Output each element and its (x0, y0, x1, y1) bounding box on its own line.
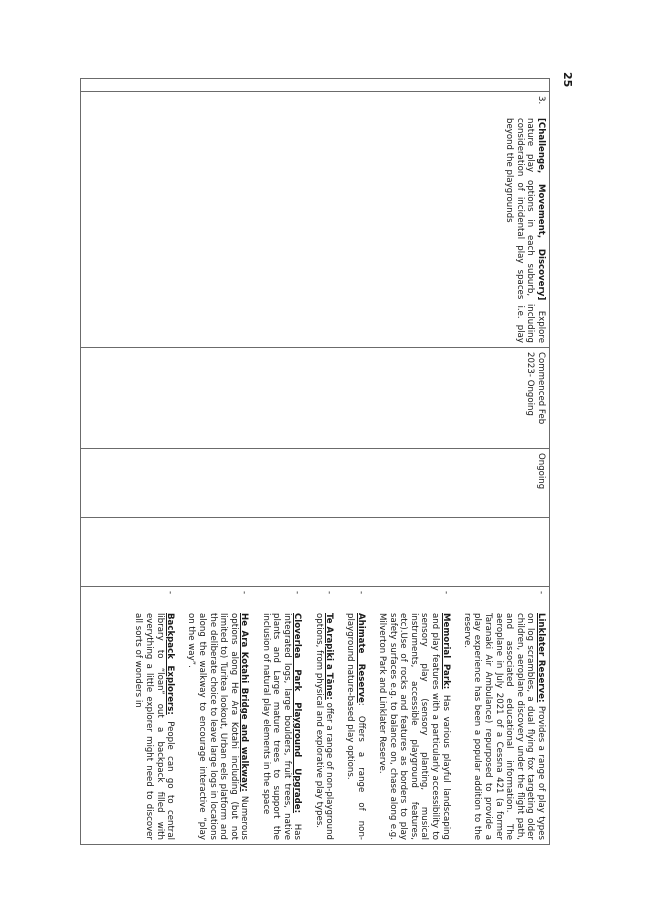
timing-text: Commenced Feb 2023- Ongoing (525, 352, 546, 425)
table-row (81, 79, 550, 845)
bullet: - (440, 591, 451, 595)
bullet: - (292, 591, 303, 595)
item-title: Ahimate Reserve (355, 613, 366, 703)
bullet: - (165, 591, 176, 595)
item-text: Numerous options along He Ara Kotahi including (but not limited to) Turitea lookout, Urban eels platform and the deliberate choice to leave large logs in locations along the walkway to encourage interactive “play on the way”. (186, 613, 250, 840)
action-description (504, 118, 546, 343)
list-item (133, 591, 175, 840)
item-title: Cloverlea Park Playground Upgrade: (292, 613, 303, 814)
row-number: 3. (536, 96, 546, 105)
item-text: Has integrated logs, large boulders, fruit trees, native plants and Large mature trees to support the inclusion of natural play elements in the space (260, 613, 303, 840)
item-title: Te Arapiki a Tāne: (324, 613, 335, 700)
item-title: Linklater Reserve: (536, 613, 546, 703)
page-number: 25 (561, 72, 574, 88)
item-text: offer a range of non-playground options, from physical and explorative play types. (313, 613, 335, 840)
list-item (377, 591, 451, 840)
list-item (186, 591, 250, 840)
item-text: People can go to central library to “loan” out a backpack filled with everything a little explorer might need to discover all sorts of wonders in (133, 613, 176, 840)
action-text: Explore nature play options in each suburb, including consideration of incidental play spaces i.e. play beyond the playgrounds (504, 118, 546, 343)
action-tag: [Challenge, Movement, Discovery] (536, 118, 546, 301)
item-title: Memorial Park: (440, 613, 451, 690)
item-text: : Offers a range of non-playground nature-based play options. (345, 613, 366, 840)
bullet: - (536, 591, 546, 595)
bullet: - (355, 591, 366, 595)
list-item (345, 591, 366, 840)
action-plan-table (80, 78, 550, 845)
list-item (461, 591, 546, 840)
list-item (313, 591, 334, 840)
item-text: Provides a range of play types on log scrambles, a dual flying fox targeting older children, aeroplane discovery under the flight path, and associated educational information. The aeroplane in July 2021 of a Cessna 421 (a former Taranaki Air Ambulance) repurposed to provide a play experience has been a popular addition to the reserve. (461, 613, 546, 840)
item-text: Has various playful landscaping and play features with a particularly accessibility to sensory play (sensory planting, musical instruments, accessible playground features, etc).Use of rocks and features as borders to play safety surfaces e.g. to balance on, chase along e.g. Milverton Park and Linklater Reserve. (377, 613, 451, 840)
item-title: Backpack Explorers: (165, 613, 176, 715)
progress-cell (81, 587, 550, 845)
bullet: - (324, 591, 335, 595)
status-cell (81, 449, 550, 518)
rotated-table-container (80, 78, 550, 845)
status-text: Ongoing (536, 453, 546, 490)
timing-cell (81, 348, 550, 449)
action-cell (81, 92, 550, 348)
list-item (260, 591, 302, 840)
item-title: He Ara Kotahi Bridge and walkway: (239, 613, 250, 792)
bullet: - (239, 591, 250, 595)
empty-cell (81, 518, 550, 587)
margin-cell (81, 79, 550, 92)
